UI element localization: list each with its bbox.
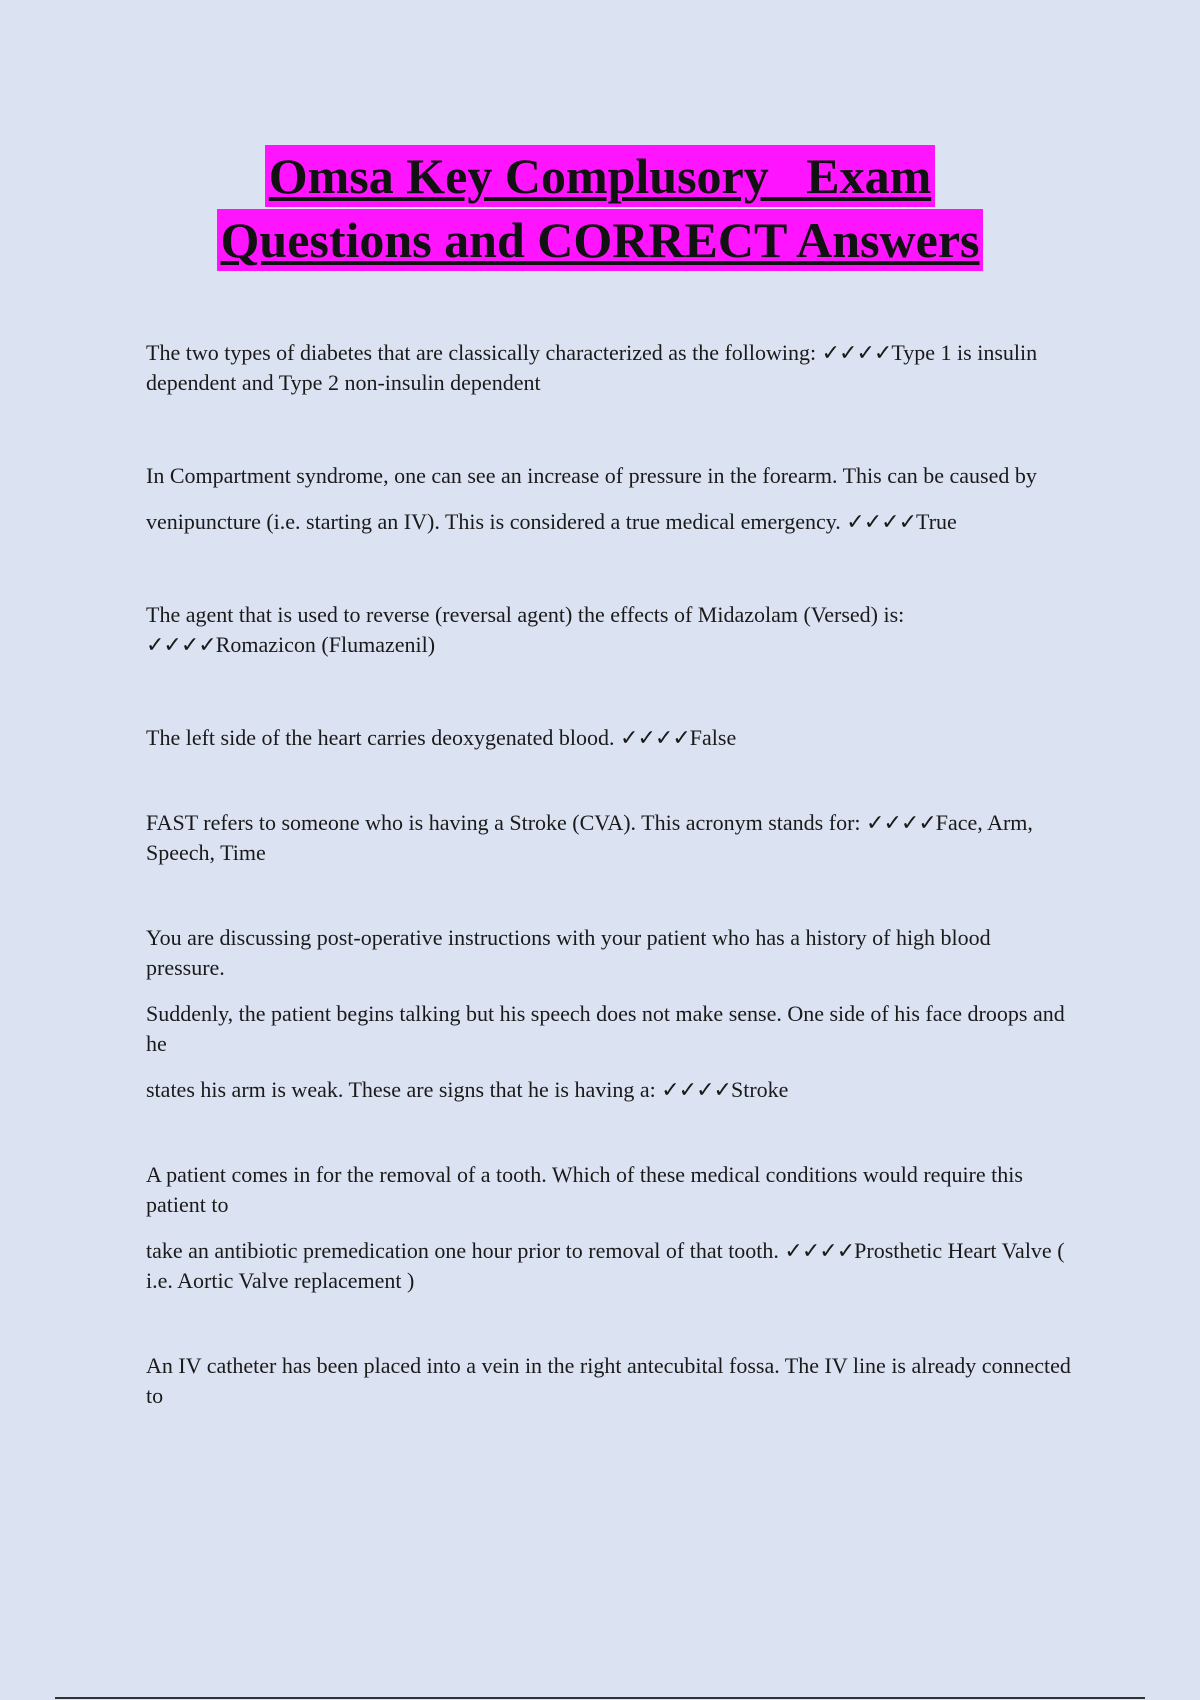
question-text: In Compartment syndrome, one can see an increase of pressure in the forearm. This can be caused by (146, 463, 1037, 488)
question-text: states his arm is weak. These are signs that he is having a: ✓✓✓✓Stroke (146, 1077, 789, 1102)
qa-item (146, 338, 1071, 398)
qa-item (146, 808, 1071, 868)
question-text: The left side of the heart carries deoxygenated blood. ✓✓✓✓False (146, 725, 737, 750)
question-text: Suddenly, the patient begins talking but his speech does not make sense. One side of his face droops and he (146, 1001, 1065, 1056)
question-text: The agent that is used to reverse (reversal agent) the effects of Midazolam (Versed) is: ✓✓✓✓Romazicon (Flumazenil) (146, 602, 905, 657)
answer-text: Face, Arm, Speech, Time (146, 810, 1033, 865)
qa-item (146, 723, 1071, 753)
checkmarks-icon: ✓✓✓✓ (866, 810, 936, 835)
checkmarks-icon: ✓✓✓✓ (146, 632, 216, 657)
question-text: The two types of diabetes that are classically characterized as the following: ✓✓✓✓Type 1 is insulin dependent and Type 2 non-insulin dependent (146, 340, 1038, 395)
question-text: venipuncture (i.e. starting an IV). This is considered a true medical emergency. ✓✓✓✓True (146, 509, 957, 534)
question-text: FAST refers to someone who is having a Stroke (CVA). This acronym stands for: ✓✓✓✓Face, Arm, Speech, Time (146, 810, 1033, 865)
answer-text: False (689, 725, 737, 750)
question-text: An IV catheter has been placed into a vein in the right antecubital fossa. The IV line is already connected to (146, 1353, 1071, 1408)
qa-item (146, 461, 1071, 537)
checkmarks-icon: ✓✓✓✓ (620, 725, 690, 750)
qa-item (146, 1160, 1071, 1296)
question-text: A patient comes in for the removal of a tooth. Which of these medical conditions would require this patient to (146, 1162, 1023, 1217)
checkmarks-icon: ✓✓✓✓ (784, 1238, 855, 1263)
question-text: You are discussing post-operative instructions with your patient who has a history of high blood pressure. (146, 925, 991, 980)
qa-item (146, 1351, 1071, 1411)
document-title (0, 145, 1200, 273)
qa-item (146, 923, 1071, 1105)
answer-text: Stroke (730, 1077, 789, 1102)
qa-list (146, 338, 1071, 1411)
checkmarks-icon: ✓✓✓✓ (846, 509, 917, 534)
answer-text: Prosthetic Heart Valve ( i.e. Aortic Valve replacement ) (146, 1238, 1065, 1293)
answer-text: Type 1 is insulin dependent and Type 2 non-insulin dependent (146, 340, 1038, 395)
answer-text: Romazicon (Flumazenil) (215, 632, 436, 657)
qa-item (146, 600, 1071, 660)
answer-text: True (916, 509, 957, 534)
title-line-1: Omsa Key Complusory Exam (265, 145, 936, 207)
page-bottom-rule (55, 1697, 1145, 1699)
question-text: take an antibiotic premedication one hour prior to removal of that tooth. ✓✓✓✓Prosthetic Heart Valve ( i.e. Aortic Valve replacement ) (146, 1238, 1065, 1293)
title-line-2: Questions and CORRECT Answers (217, 209, 984, 271)
checkmarks-icon: ✓✓✓✓ (821, 340, 892, 365)
checkmarks-icon: ✓✓✓✓ (661, 1077, 731, 1102)
